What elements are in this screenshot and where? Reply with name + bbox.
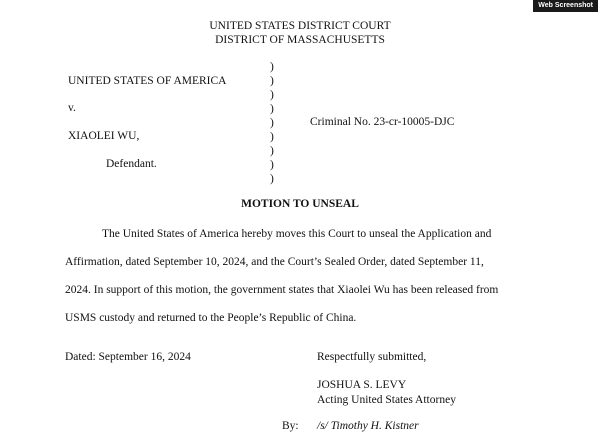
attorney-name: JOSHUA S. LEVY <box>317 379 407 391</box>
paren: ) <box>270 145 274 157</box>
paren: ) <box>270 117 274 129</box>
paren: ) <box>270 103 274 115</box>
closing-line: Respectfully submitted, <box>317 351 427 363</box>
body-line: The United States of America hereby moves this Court to unseal the Application and <box>102 228 492 240</box>
plaintiff-name: UNITED STATES OF AMERICA <box>68 75 227 87</box>
body-line: 2024. In support of this motion, the government states that Xiaolei Wu has been released from <box>65 284 499 296</box>
paren: ) <box>270 159 274 171</box>
by-label: By: <box>282 420 299 432</box>
paren: ) <box>270 173 274 185</box>
paren: ) <box>270 89 274 101</box>
web-screenshot-badge: Web Screenshot <box>533 0 598 12</box>
defendant-label: Defendant. <box>106 158 157 170</box>
court-district: DISTRICT OF MASSACHUSETTS <box>215 34 385 46</box>
attorney-title: Acting United States Attorney <box>317 394 456 406</box>
paren: ) <box>270 61 274 73</box>
versus-label: v. <box>68 102 76 114</box>
paren: ) <box>270 75 274 87</box>
court-name: UNITED STATES DISTRICT COURT <box>209 20 391 32</box>
defendant-name: XIAOLEI WU, <box>68 130 140 142</box>
paren: ) <box>270 131 274 143</box>
document-title: MOTION TO UNSEAL <box>241 198 359 210</box>
body-line: USMS custody and returned to the People’s Republic of China. <box>65 312 357 324</box>
case-number: Criminal No. 23-cr-10005-DJC <box>310 116 455 128</box>
body-line: Affirmation, dated September 10, 2024, and the Court’s Sealed Order, dated September 11, <box>65 256 484 268</box>
date-line: Dated: September 16, 2024 <box>65 351 191 363</box>
electronic-signature: /s/ Timothy H. Kistner <box>317 420 419 432</box>
